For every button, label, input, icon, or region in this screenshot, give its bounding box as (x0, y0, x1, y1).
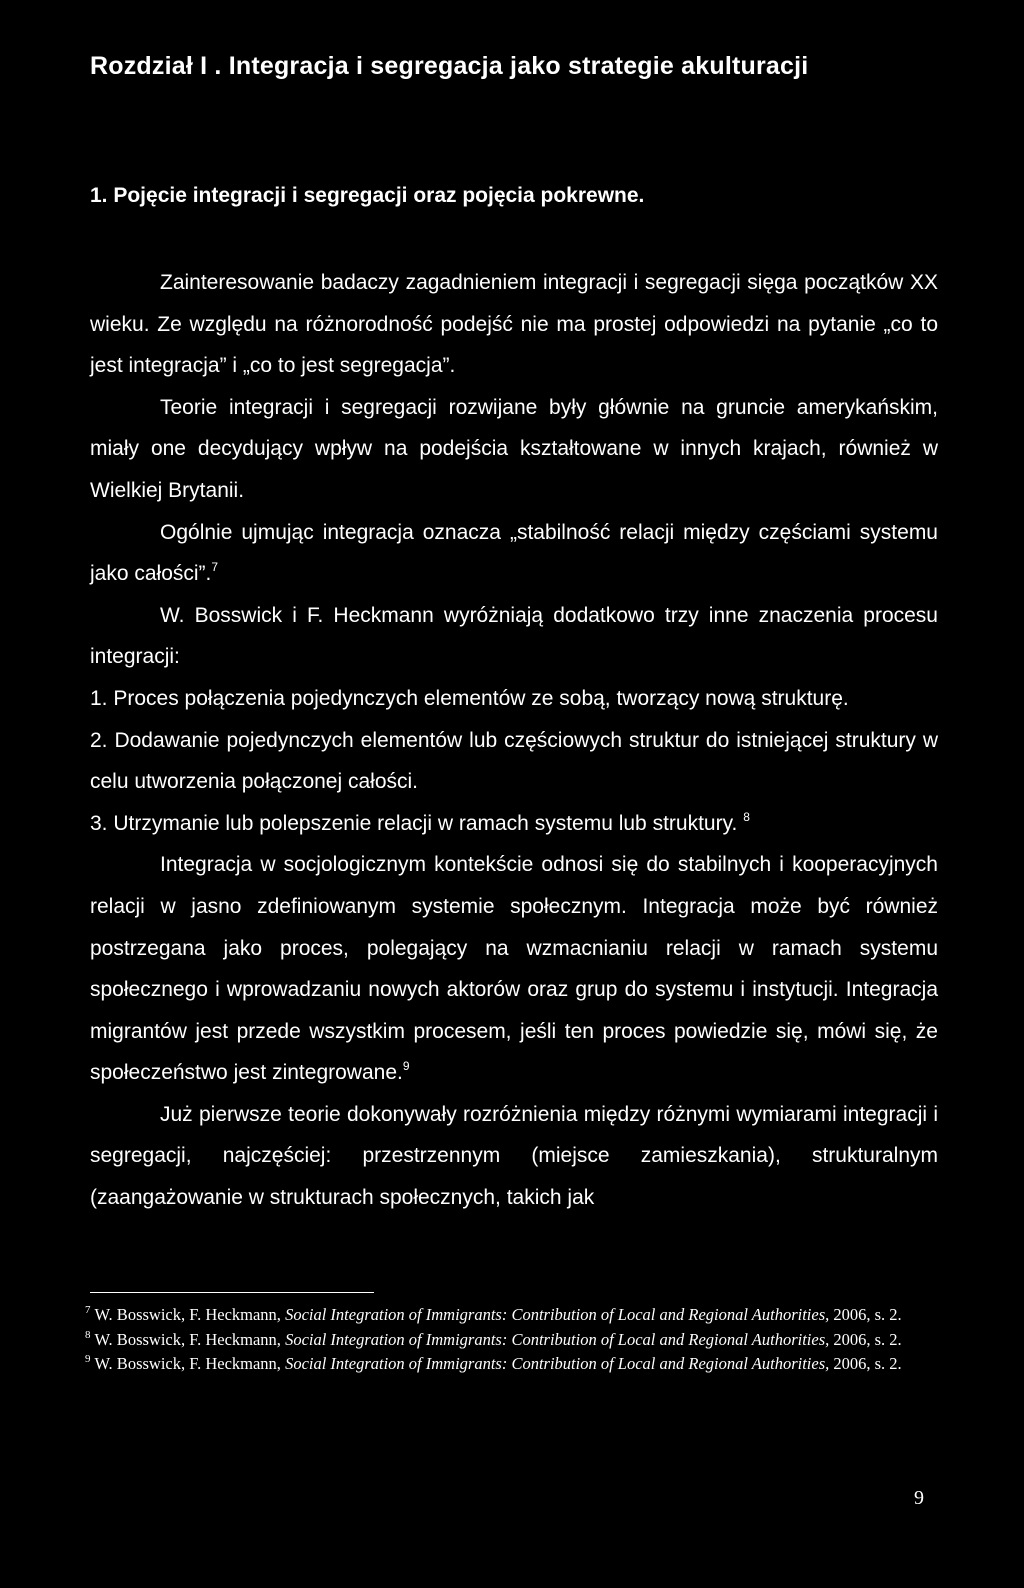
footnote-ref-9[interactable]: 9 (402, 1059, 410, 1074)
list-item-3 (90, 803, 938, 845)
footnote-number: 7 (85, 1304, 91, 1316)
list-item-2: 2. Dodawanie pojedynczych elementów lub częściowych struktur do istniejącej struktury w celu utworzenia połączonej całości. (90, 728, 938, 794)
paragraph-3-text: Ogólnie ujmując integracja oznacza „stabilność relacji między częściami systemu jako całości”. (90, 520, 938, 586)
paragraph-5 (90, 844, 938, 1094)
paragraph-5-text: Integracja w socjologicznym kontekście odnosi się do stabilnych i kooperacyjnych relacji w jasno zdefiniowanym systemie społecznym. Integracja może być również postrzegana jako proces, polegający na wzmacnianiu relacji w ramach systemu społecznego i wprowadzaniu nowych aktorów oraz grup do systemu i instytucji. Integracja migrantów jest przede wszystkim procesem, jeśli ten proces powiedzie się, mówi się, że społeczeństwo jest zintegrowane. (90, 853, 938, 1085)
footnote-authors: W. Bosswick, F. Heckmann, (94, 1329, 286, 1349)
paragraph-6: Już pierwsze teorie dokonywały rozróżnienia między różnymi wymiarami integracji i segregacji, najczęściej: przestrzennym (miejsce zamieszkania), strukturalnym (zaangażowanie w strukturach społecznych, takich jak (90, 1102, 938, 1210)
section-title: 1. Pojęcie integracji i segregacji oraz pojęcia pokrewne. (90, 184, 645, 207)
footnote-details: 2006, s. 2. (829, 1354, 902, 1374)
footnote-separator (90, 1292, 374, 1293)
paragraph-1: Zainteresowanie badaczy zagadnieniem integracji i segregacji sięga początków XX wieku. Ze względu na różnorodność podejść nie ma prostej odpowiedzi na pytanie „co to jest integracja” i „co to jest segregacja”. (90, 271, 938, 378)
footnote-authors: W. Bosswick, F. Heckmann, (94, 1305, 286, 1324)
footnote-title: Social Integration of Immigrants: Contribution of Local and Regional Authorities, (285, 1329, 830, 1349)
footnote-7 (85, 1303, 945, 1328)
page-number: 9 (914, 1487, 924, 1509)
footnote-9 (85, 1352, 945, 1377)
footnote-details: 2006, s. 2. (829, 1329, 902, 1349)
list-item-3-text: 3. Utrzymanie lub polepszenie relacji w ramach systemu lub struktury. (90, 811, 738, 835)
paragraph-4: W. Bosswick i F. Heckmann wyróżniają dodatkowo trzy inne znaczenia procesu integracji: (90, 603, 938, 669)
footnote-authors: W. Bosswick, F. Heckmann, (94, 1354, 286, 1374)
footnote-ref-8[interactable]: 8 (743, 809, 750, 824)
footnote-details: 2006, s. 2. (829, 1305, 902, 1324)
paragraph-2: Teorie integracji i segregacji rozwijane były głównie na gruncie amerykańskim, miały one decydujący wpływ na podejścia kształtowane w innych krajach, również w Wielkiej Brytanii. (90, 395, 938, 502)
footnotes (85, 1303, 945, 1377)
footnote-ref-7[interactable]: 7 (211, 560, 219, 575)
footnote-8 (85, 1328, 945, 1353)
footnote-number: 9 (85, 1353, 91, 1366)
body-text (90, 262, 938, 1219)
list-item-1: 1. Proces połączenia pojedynczych elementów ze sobą, tworzący nową strukturę. (90, 686, 849, 710)
footnote-title: Social Integration of Immigrants: Contribution of Local and Regional Authorities, (285, 1305, 830, 1324)
chapter-title: Rozdział I . Integracja i segregacja jako strategie akulturacji (90, 52, 809, 80)
footnote-title: Social Integration of Immigrants: Contribution of Local and Regional Authorities, (285, 1354, 830, 1374)
paragraph-3 (90, 512, 938, 595)
footnote-number: 8 (85, 1328, 91, 1341)
